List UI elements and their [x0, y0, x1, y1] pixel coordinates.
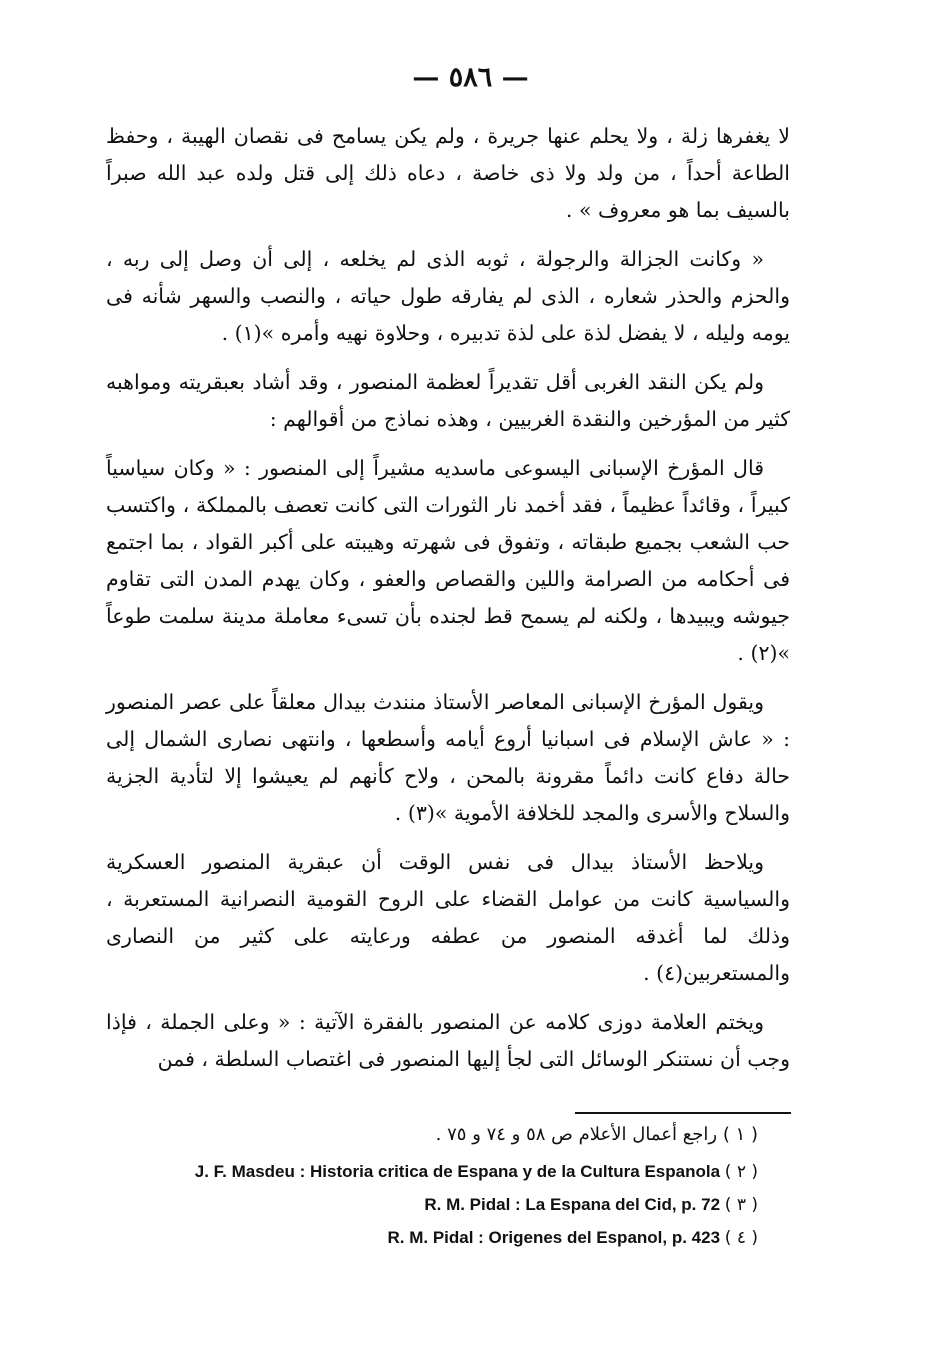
footnote-divider: [575, 1112, 791, 1114]
paragraph: لا يغفرها زلة ، ولا يحلم عنها جريرة ، ولم يكن يسامح فى نقصان الهيبة ، وحفظ الطاعة أحداً ، من ولد ولا ذى خاصة ، دعاه ذلك إلى قتل ولده عبد الله صبراً بالسيف بما هو معروف » .: [106, 124, 790, 222]
paragraph: « وكانت الجزالة والرجولة ، ثوبه الذى لم يخلعه ، إلى أن وصل إلى ربه ، والحزم والحذر شعاره ، الذى لم يفارقه طول حياته ، والنصب والسهر شأنه فى يومه وليله ، لا يفضل لذة على لذة تدبيره ، وحلاوة نهيه وأمره »(١) .: [106, 247, 790, 345]
footnote-1: [436, 1124, 758, 1145]
footnote-text: J. F. Masdeu : Historia critica de Espana y de la Cultura Espanola: [194, 1162, 721, 1181]
footnote-number: ( ٢ ): [724, 1162, 758, 1182]
body-text: [106, 118, 790, 1078]
footnote-text: R. M. Pidal : Origenes del Espanol, p. 423: [387, 1228, 721, 1247]
paragraph: ويختم العلامة دوزى كلامه عن المنصور بالفقرة الآتية : « وعلى الجملة ، فإذا وجب أن نستنكر الوسائل التى لجأ إليها المنصور فى اغتصاب السلطة ، فمن: [106, 1010, 790, 1071]
paragraph: ويقول المؤرخ الإسبانى المعاصر الأستاذ منندث بيدال معلقاً على عصر المنصور : « عاش الإسلام فى اسبانيا أروع أيامه وأسطعها ، وانتهى نصارى الشمال إلى حالة دفاع كانت دائماً مقرونة بالمحن ، ولاح كأنهم لم يعيشوا إلا لتأدية الجزية والسلاح والأسرى والمجد للخلافة الأموية »(٣) .: [106, 690, 790, 825]
footnote-text: راجع أعمال الأعلام ص ٥٨ و ٧٤ و ٧٥ .: [435, 1124, 718, 1145]
page-number: — ٥٨٦ —: [412, 62, 529, 93]
footnote-number: ( ٣ ): [724, 1195, 758, 1215]
footnote-number: ( ١ ): [722, 1124, 758, 1145]
footnote-3: [424, 1195, 758, 1215]
paragraph: ولم يكن النقد الغربى أقل تقديراً لعظمة المنصور ، وقد أشاد بعبقريته ومواهبه كثير من المؤرخين والنقدة الغربيين ، وهذه نماذج من أقوالهم :: [106, 370, 790, 431]
footnote-text: R. M. Pidal : La Espana del Cid, p. 72: [424, 1195, 721, 1214]
paragraph: ويلاحظ الأستاذ بيدال فى نفس الوقت أن عبقرية المنصور العسكرية والسياسية كانت من عوامل القضاء على الروح القومية النصرانية المستعربة ، وذلك لما أغدقه المنصور من عطفه ورعايته على كثير من النصارى والمستعربين(٤) .: [106, 850, 790, 985]
paragraph: قال المؤرخ الإسبانى اليسوعى ماسديه مشيراً إلى المنصور : « وكان سياسياً كبيراً ، وقائداً عظيماً ، فقد أخمد نار الثورات التى كانت تعصف بالمملكة ، واكتسب حب الشعب بجميع طبقاته ، وتفوق فى شهرته وهيبته على أكبر القواد ، بما اجتمع فى أحكامه من الصرامة واللين والقصاص والعفو ، وكان يهدم المدن التى تقاوم جيوشه ويبيدها ، ولكنه لم يسمح قط لجنده بأن تسىء معاملة مدينة سلمت طوعاً »(٢) .: [106, 456, 790, 665]
footnote-4: [388, 1228, 759, 1248]
footnote-number: ( ٤ ): [724, 1228, 758, 1248]
footnote-2: [195, 1162, 758, 1182]
